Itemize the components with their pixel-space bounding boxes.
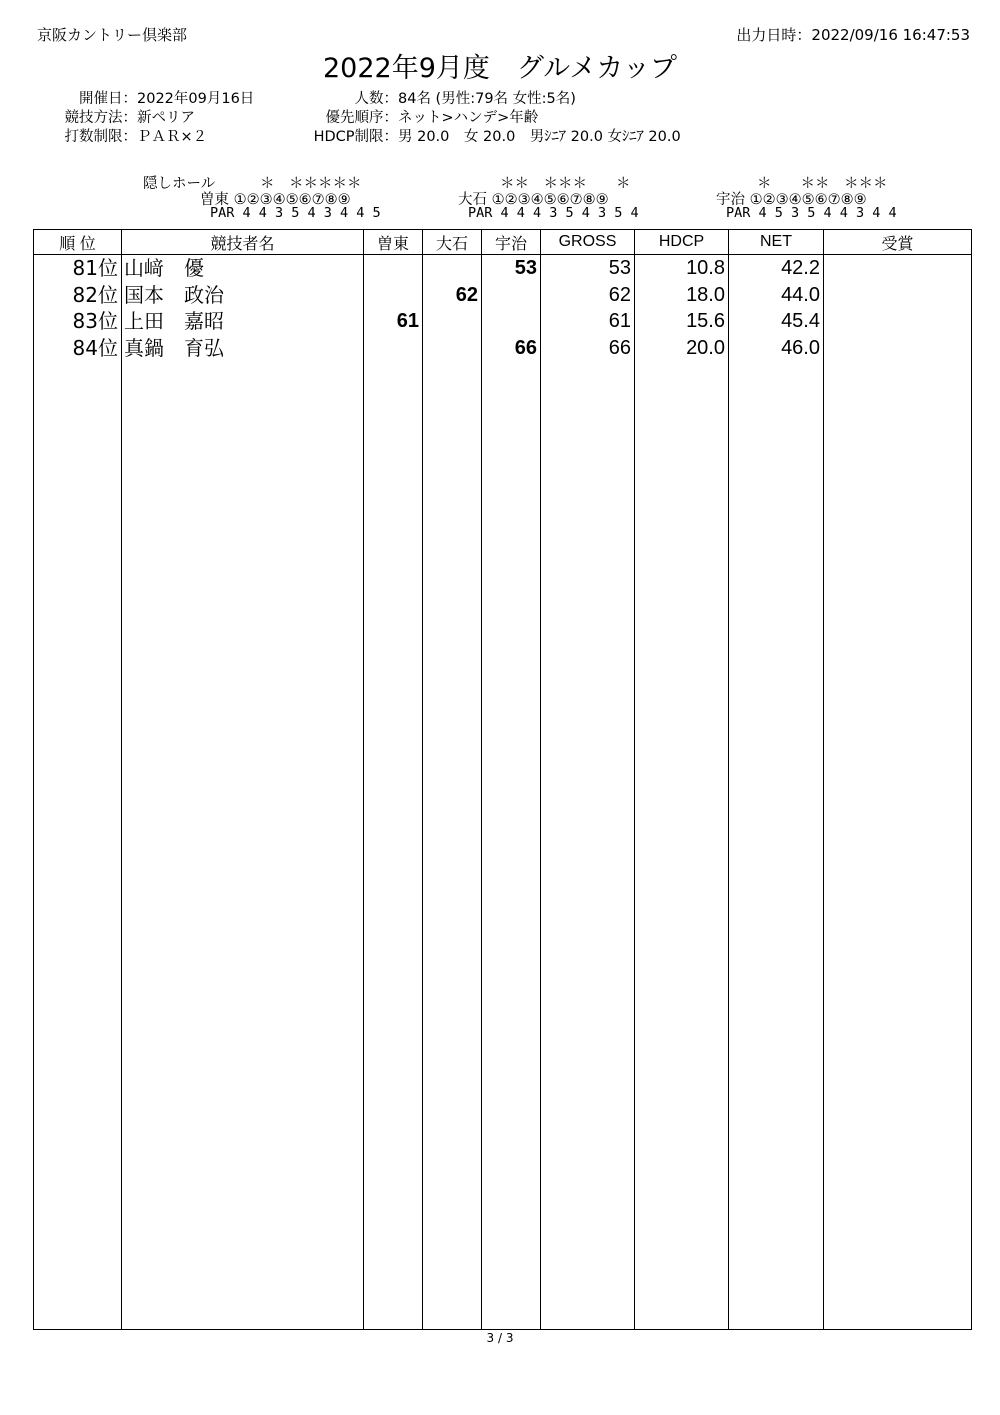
gross-column [541, 255, 635, 1330]
par-row-oishi: PAR 4 4 4 3 5 4 3 5 4 [468, 205, 639, 221]
table-row-award [824, 282, 971, 309]
table-row-net: 46.0 [781, 336, 820, 359]
table-row-uji: 53 [514, 257, 537, 279]
course-name-oishi: 大石 [458, 192, 487, 208]
table-row-net: 42.2 [781, 257, 820, 279]
header-uji: 宇治 [482, 230, 541, 255]
header-oishi: 大石 [423, 230, 482, 255]
header-gross: GROSS [541, 230, 635, 255]
header-net: NET [729, 230, 824, 255]
method-value: 新ペリア [137, 110, 195, 126]
header-award: 受賞 [824, 230, 972, 255]
hdcp-column [635, 255, 729, 1330]
table-row-award [824, 255, 971, 282]
header-rank: 順 位 [34, 230, 122, 255]
oishi-column [423, 255, 482, 1330]
table-row-award [824, 335, 971, 362]
award-column [824, 255, 972, 1330]
club-name: 京阪カントリー倶楽部 [37, 26, 188, 44]
info-priority [300, 106, 538, 127]
table-row-rank: 81位 [72, 256, 118, 280]
hdcp-value: 男 20.0 女 20.0 男ｼﾆｱ 20.0 女ｼﾆｱ 20.0 [398, 129, 681, 145]
method-label: 競技方法： [64, 110, 137, 126]
info-date [36, 87, 254, 108]
date-value: 2022年09月16日 [137, 91, 255, 107]
table-row-hdcp: 18.0 [686, 283, 725, 306]
table-row-name: 真鍋 育弘 [124, 335, 224, 360]
hidden-stars-sotou: ＊ ＊＊＊＊＊ [260, 176, 362, 192]
info-limit [36, 125, 207, 146]
table-row-hdcp: 20.0 [686, 336, 725, 359]
header-sotou: 曽東 [364, 230, 423, 255]
course-name-sotou: 曽東 [200, 192, 229, 208]
par-row-sotou: PAR 4 4 3 5 4 3 4 4 5 [210, 205, 381, 221]
page-number: 3 / 3 [486, 1331, 514, 1345]
info-method [36, 106, 195, 127]
table-row-net: 45.4 [781, 310, 820, 332]
limit-label: 打数制限： [64, 129, 137, 145]
date-label: 開催日： [79, 91, 137, 107]
course-name-uji: 宇治 [716, 192, 745, 208]
table-row-hdcp: 10.8 [686, 257, 725, 279]
header-name: 競技者名 [122, 230, 364, 255]
par-row-uji: PAR 4 5 3 5 4 4 3 4 4 [726, 205, 897, 221]
table-row-hdcp: 15.6 [686, 310, 725, 332]
table-row-rank: 83位 [72, 309, 118, 333]
table-row-sotou [364, 282, 419, 309]
info-people [300, 87, 576, 108]
info-hdcp [300, 125, 681, 146]
table-row-gross: 62 [608, 283, 631, 306]
table-row-sotou [364, 335, 419, 362]
table-row-oishi: 62 [455, 283, 478, 306]
results-table [33, 229, 972, 1330]
priority-value: ネット>ハンデ>年齢 [398, 110, 539, 126]
table-row-gross: 53 [608, 257, 631, 279]
table-row-oishi [423, 335, 478, 362]
table-row-name: 上田 嘉昭 [124, 309, 224, 333]
table-row-rank: 84位 [72, 335, 118, 360]
table-row-sotou: 61 [396, 310, 419, 332]
table-row-sotou [364, 255, 419, 282]
table-row-net: 44.0 [781, 283, 820, 306]
hdcp-label: HDCP制限： [313, 129, 398, 145]
people-label: 人数： [354, 91, 398, 107]
table-row-award [824, 308, 971, 335]
table-row-uji [482, 282, 537, 309]
page-title: 2022年9月度 グルメカップ [322, 53, 677, 84]
hole-numbers-sotou: ①②③④⑤⑥⑦⑧⑨ [233, 192, 351, 208]
name-column [122, 255, 364, 1330]
table-header-row [34, 230, 972, 255]
hidden-stars-uji: ＊ ＊＊ ＊＊＊ [757, 176, 888, 192]
table-row-uji [482, 308, 537, 335]
table-row-name: 国本 政治 [124, 282, 224, 307]
table-row-gross: 66 [608, 336, 631, 359]
header-hdcp: HDCP [635, 230, 729, 255]
sotou-column [364, 255, 423, 1330]
table-row-rank: 82位 [72, 282, 118, 307]
table-row-oishi [423, 308, 478, 335]
table-row-oishi [423, 255, 478, 282]
uji-column [482, 255, 541, 1330]
table-row-gross: 61 [608, 310, 631, 332]
hidden-hole-label: 隠しホール [143, 176, 216, 192]
net-column [729, 255, 824, 1330]
priority-label: 優先順序： [325, 110, 398, 126]
printed-datetime: 出力日時：2022/09/16 16:47:53 [736, 26, 970, 44]
rank-column [34, 255, 122, 1330]
hole-numbers-oishi: ①②③④⑤⑥⑦⑧⑨ [491, 192, 609, 208]
hole-numbers-uji: ①②③④⑤⑥⑦⑧⑨ [749, 192, 867, 208]
table-row-uji: 66 [514, 336, 537, 359]
table-row-name: 山﨑 優 [124, 256, 204, 280]
hidden-stars-oishi: ＊＊ ＊＊＊ ＊ [500, 176, 631, 192]
limit-value: ＰＡＲ×２ [137, 129, 208, 145]
people-value: 84名 (男性:79名 女性:5名) [398, 91, 576, 107]
